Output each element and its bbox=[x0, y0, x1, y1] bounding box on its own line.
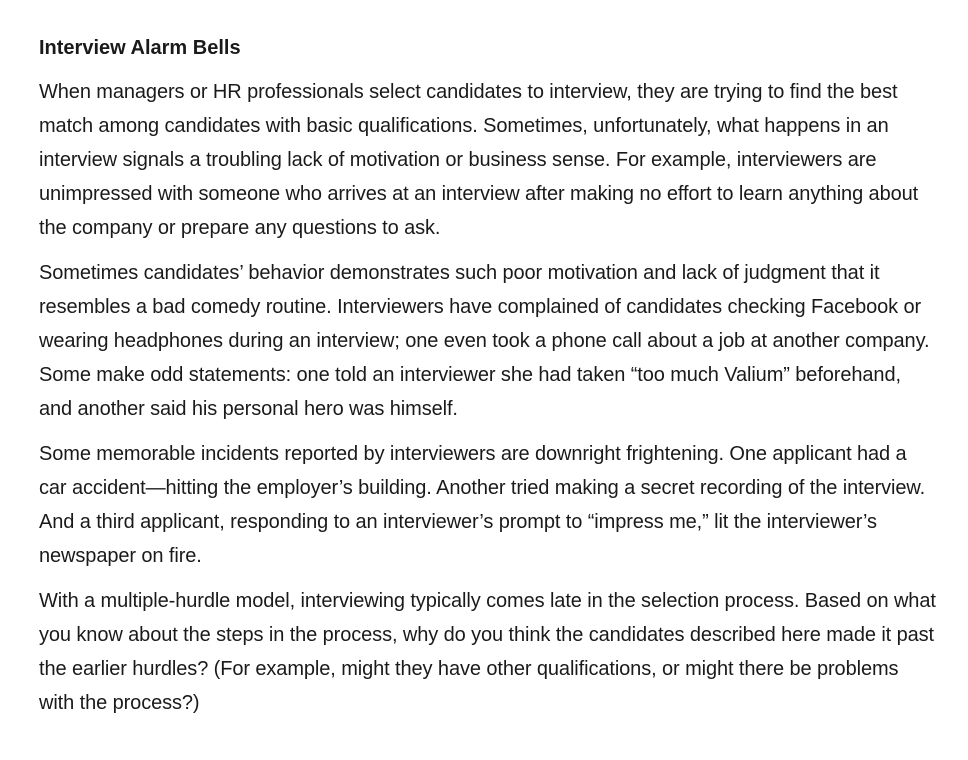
paragraph-2: Sometimes candidates’ behavior demonstrates such poor motivation and lack of judgment that it resembles a bad comedy routine. Interviewers have complained of candidates checking Facebook or wearing headphones during an interview; one even took a phone call about a job at another company. Some make odd statements: one told an interviewer she had taken “too much Valium” beforehand, and another said his personal hero was himself. bbox=[39, 262, 930, 420]
paragraph-3: Some memorable incidents reported by interviewers are downright frightening. One applicant had a car accident—hitting the employer’s building. Another tried making a secret recording of the interview. And a third applicant, responding to an interviewer’s prompt to “impress me,” lit the interviewer’s newspaper on fire. bbox=[39, 443, 926, 567]
article bbox=[39, 31, 939, 731]
article-title: Interview Alarm Bells bbox=[39, 37, 241, 59]
paragraph-1: When managers or HR professionals select candidates to interview, they are trying to find the best match among candidates with basic qualifications. Sometimes, unfortunately, what happens in an interview signals a troubling lack of motivation or business sense. For example, interviewers are unimpressed with someone who arrives at an interview after making no effort to learn anything about the company or prepare any questions to ask. bbox=[39, 81, 919, 239]
paragraph-4: With a multiple-hurdle model, interviewing typically comes late in the selection process. Based on what you know about the steps in the process, why do you think the candidates described here made it past the earlier hurdles? (For example, might they have other qualifications, or might there be problems with the process?) bbox=[39, 590, 936, 714]
